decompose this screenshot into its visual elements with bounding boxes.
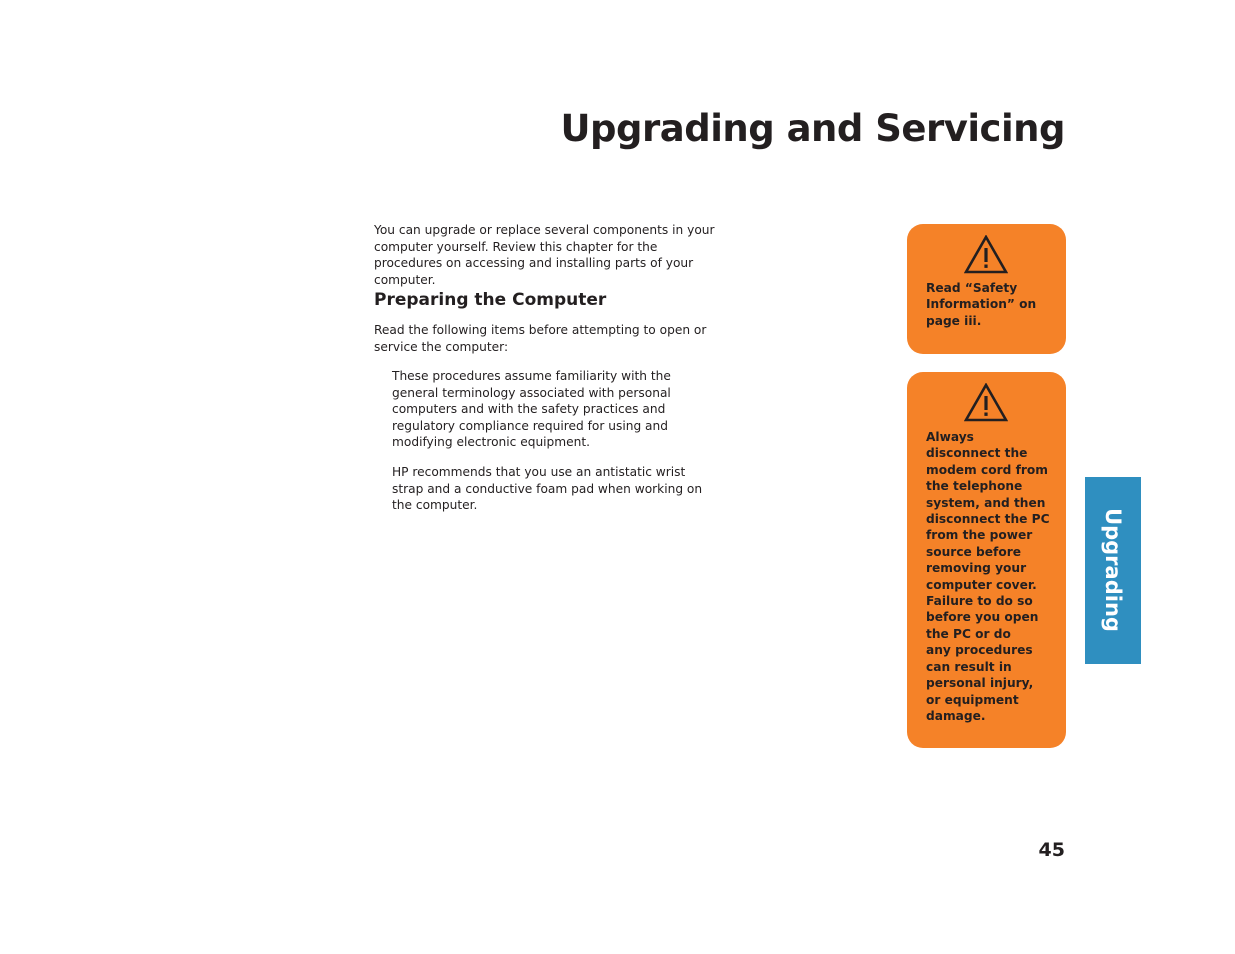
chapter-tab-label: Upgrading (1101, 508, 1125, 632)
list-item: These procedures assume familiarity with the general terminology associated with personal computers and with the safety practices and regulatory compliance required for using and modifying electronic equipment. (392, 369, 671, 449)
page-title: Upgrading and Servicing (560, 107, 1065, 150)
disconnect-warning-box (907, 372, 1066, 748)
page-number: 45 (1038, 839, 1065, 861)
section-lead-paragraph: Read the following items before attempting to open or service the computer: (374, 323, 707, 354)
list-item: HP recommends that you use an antistatic wrist strap and a conductive foam pad when working on the computer. (392, 465, 703, 512)
intro-paragraph: You can upgrade or replace several components in your computer yourself. Review this chapter for the procedures on accessing and installing parts of your computer. (374, 223, 715, 287)
chapter-side-tab (1085, 477, 1141, 664)
warning-text: Read “Safety Information” on page iii. (926, 281, 1037, 328)
warning-triangle-icon (964, 383, 1008, 423)
safety-warning-box (907, 224, 1066, 354)
warning-text: Always disconnect the modem cord from the telephone system, and then disconnect the PC from the power source before removing your computer cover. Failure to do so before you open the PC or do any procedures can result in personal injury, or equipment damage. (926, 430, 1050, 723)
section-heading: Preparing the Computer (374, 290, 607, 310)
warning-triangle-icon (964, 235, 1008, 275)
